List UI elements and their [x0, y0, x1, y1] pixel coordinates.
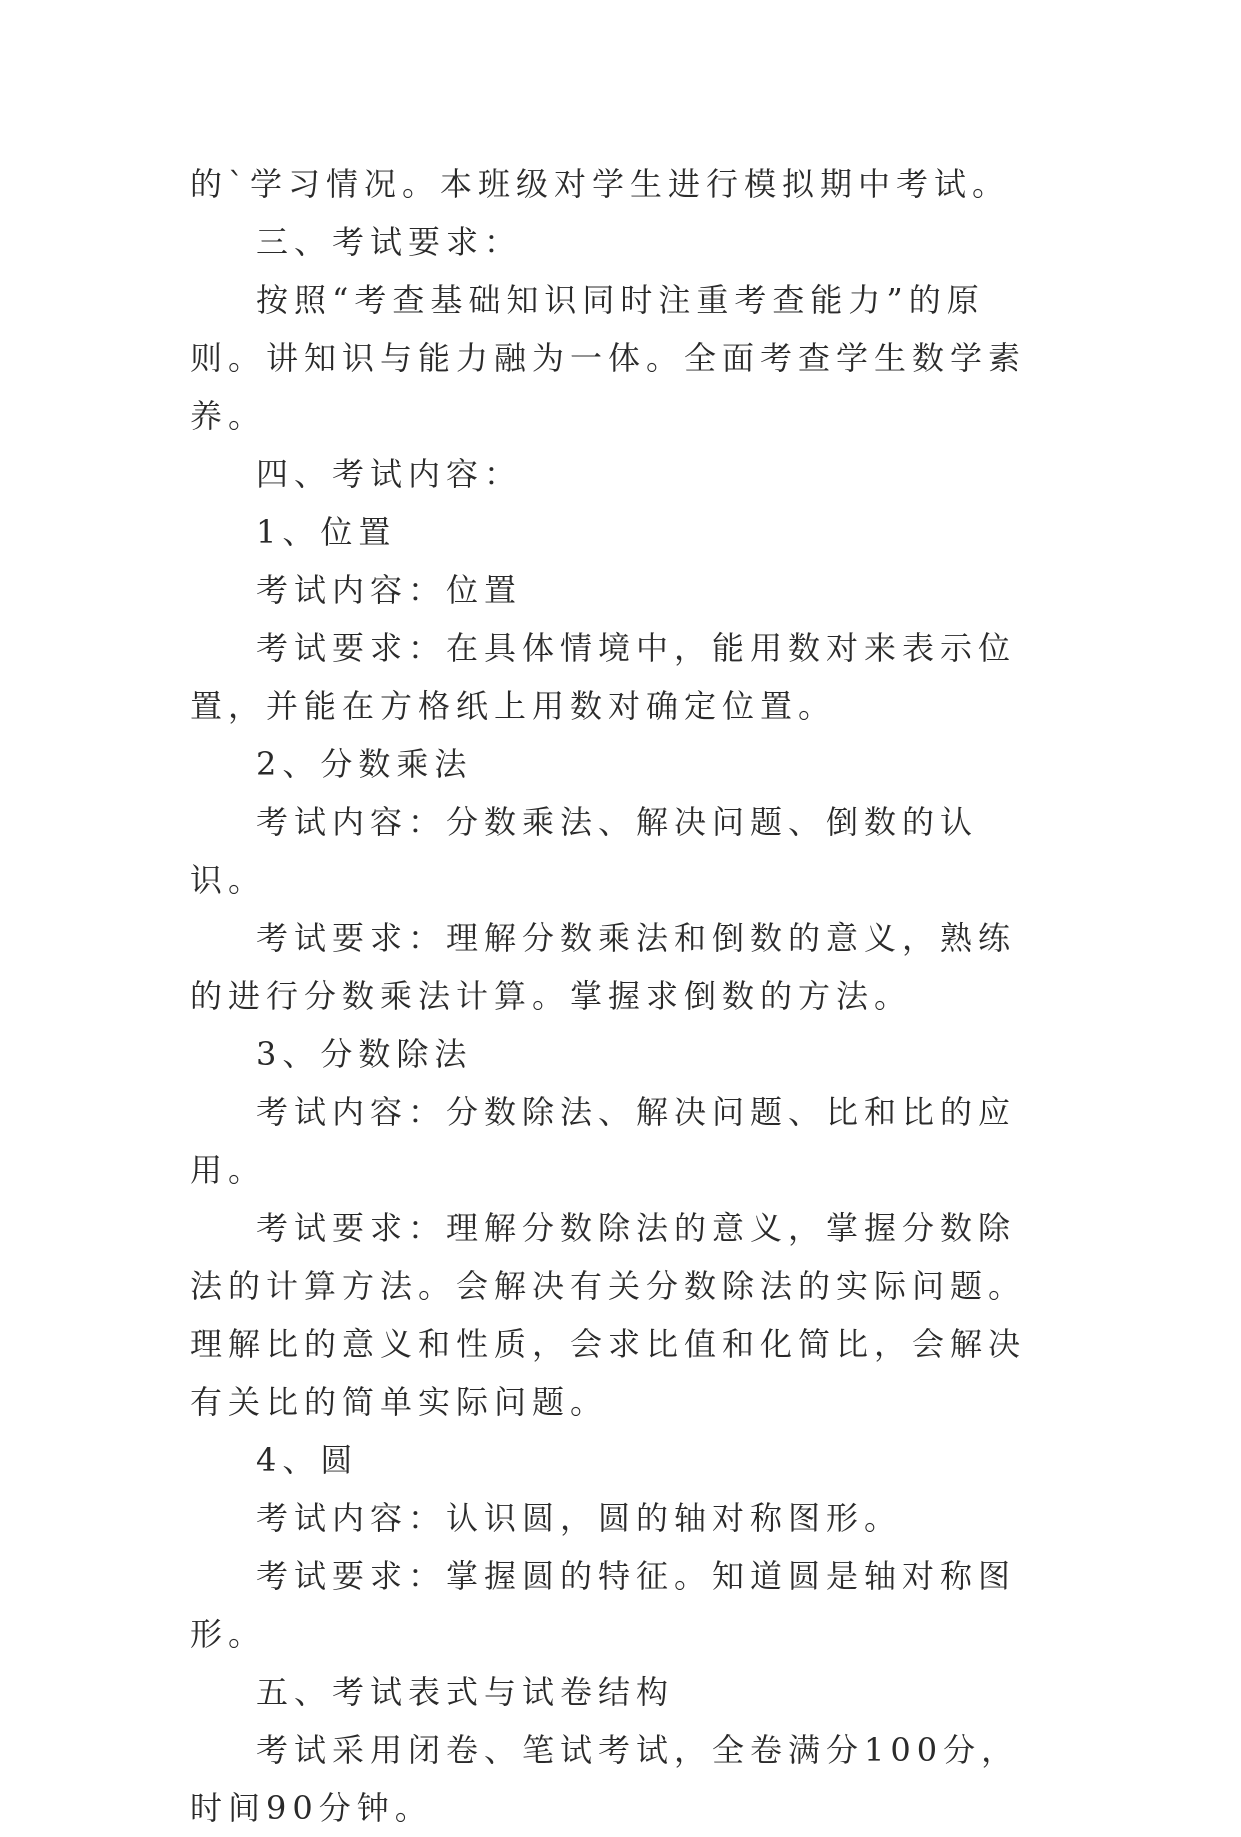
heading-exam-format: 五、考试表式与试卷结构: [256, 1673, 675, 1711]
paragraph-position-requirement: 考试要求：在具体情境中，能用数对来表示位置，并能在方格纸上用数对确定位置。: [190, 629, 1017, 725]
subheading-fraction-multiplication: 2、分数乘法: [256, 745, 473, 783]
paragraph-multiplication-content: 考试内容：分数乘法、解决问题、倒数的认识。: [190, 803, 979, 899]
paragraph-intro-continuation: 的`学习情况。本班级对学生进行模拟期中考试。: [190, 165, 1011, 203]
paragraph-division-content: 考试内容：分数除法、解决问题、比和比的应用。: [190, 1093, 1017, 1189]
paragraph-circle-content: 考试内容：认识圆，圆的轴对称图形。: [256, 1499, 903, 1537]
subheading-position: 1、位置: [256, 513, 397, 551]
heading-exam-content: 四、考试内容：: [256, 455, 523, 493]
paragraph-division-requirement: 考试要求：理解分数除法的意义，掌握分数除法的计算方法。会解决有关分数除法的实际问题。理解比的意义和性质，会求比值和化简比，会解决有关比的简单实际问题。: [190, 1209, 1027, 1421]
paragraph-position-content: 考试内容：位置: [256, 571, 523, 609]
heading-exam-requirements: 三、考试要求：: [256, 223, 523, 261]
document-body: [190, 155, 1050, 1837]
subheading-circle: 4、圆: [256, 1441, 359, 1479]
paragraph-multiplication-requirement: 考试要求：理解分数乘法和倒数的意义，熟练的进行分数乘法计算。掌握求倒数的方法。: [190, 919, 1017, 1015]
paragraph-exam-format: 考试采用闭卷、笔试考试，全卷满分100分，时间90分钟。: [190, 1731, 1020, 1827]
paragraph-exam-principle: 按照“考查基础知识同时注重考查能力”的原则。讲知识与能力融为一体。全面考查学生数学素养。: [190, 281, 1027, 435]
subheading-fraction-division: 3、分数除法: [256, 1035, 473, 1073]
paragraph-circle-requirement: 考试要求：掌握圆的特征。知道圆是轴对称图形。: [190, 1557, 1017, 1653]
